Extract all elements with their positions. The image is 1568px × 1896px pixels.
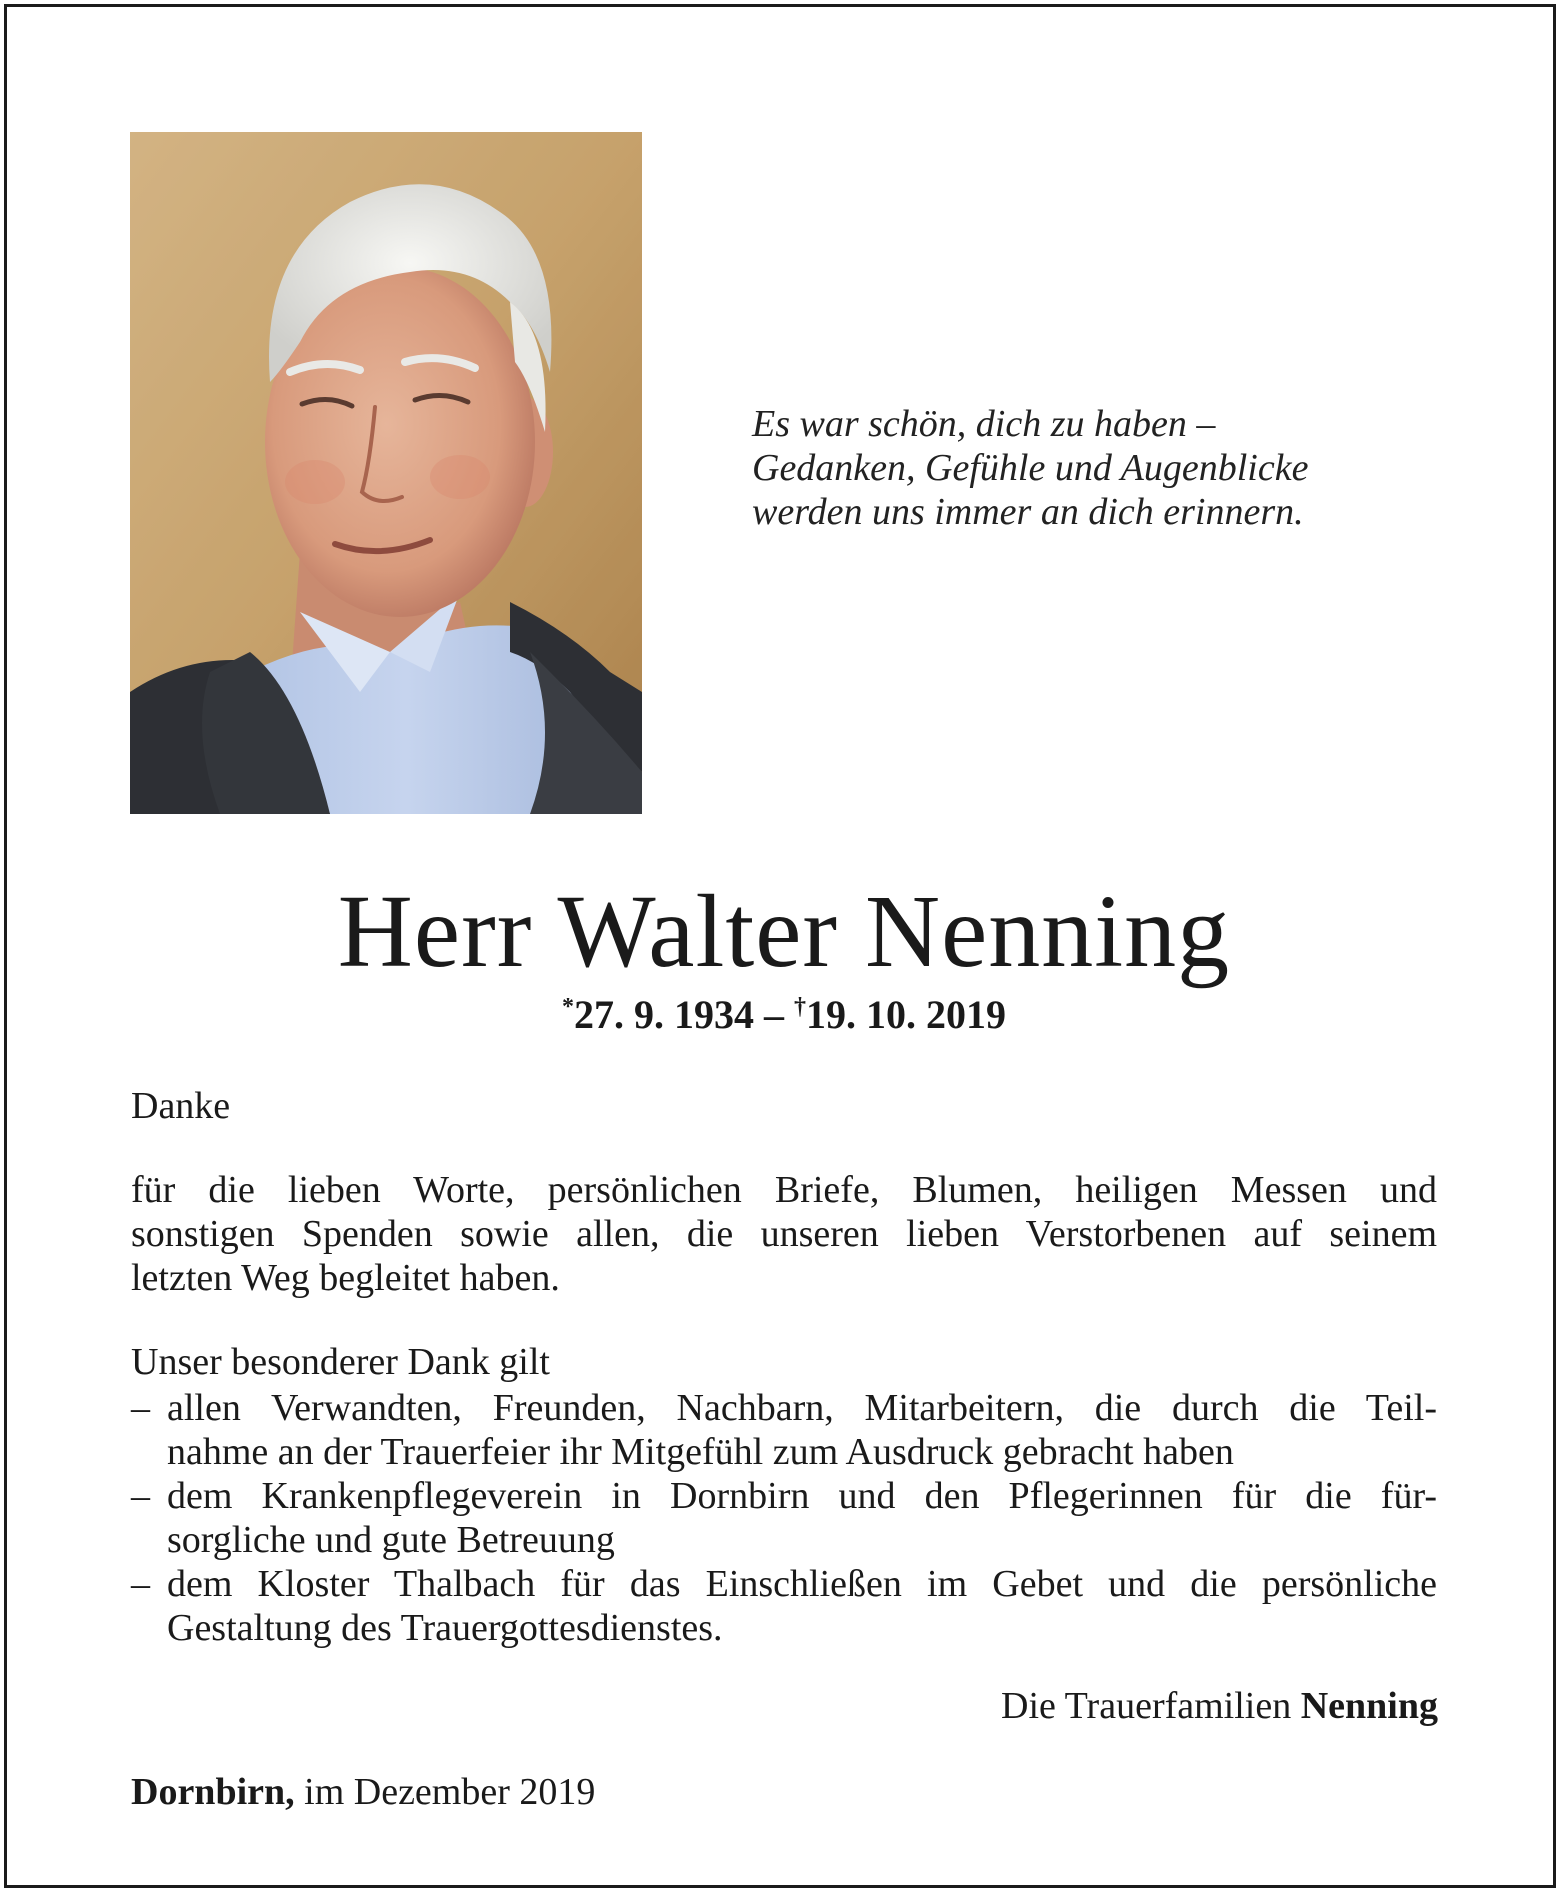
memorial-quote (752, 402, 1452, 534)
list-item-line: sorgliche und gute Betreuung (167, 1519, 615, 1561)
dash-bullet: – (131, 1387, 150, 1429)
family-signature (1001, 1684, 1438, 1728)
death-date: 19. 10. 2019 (806, 992, 1006, 1037)
death-cross-icon: † (794, 994, 806, 1020)
portrait-photo (130, 132, 642, 814)
place-city: Dornbirn, (131, 1771, 295, 1813)
list-item-line: nahme an der Trauerfeier ihr Mitgefühl zum Ausdruck gebracht haben (167, 1431, 1234, 1473)
thanks-paragraph (131, 1168, 1437, 1300)
paragraph-line: letzten Weg begleitet haben. (131, 1257, 560, 1299)
thanks-intro: Unser besonderer Dank gilt (131, 1341, 550, 1383)
list-item (131, 1562, 1437, 1650)
family-name: Nenning (1300, 1685, 1438, 1727)
signature-prefix: Die Trauerfamilien (1001, 1685, 1292, 1727)
list-item-line: dem Krankenpflegeverein in Dornbirn und den Pflegerinnen für die für- (167, 1475, 1437, 1517)
date-separator: – (754, 992, 794, 1037)
dash-bullet: – (131, 1563, 150, 1605)
list-item-line: Gestaltung des Trauergottesdienstes. (167, 1607, 723, 1649)
list-item (131, 1386, 1437, 1474)
place-date: im Dezember 2019 (304, 1771, 596, 1813)
quote-line: Es war schön, dich zu haben – (752, 403, 1216, 445)
quote-line: Gedanken, Gefühle und Augenblicke (752, 447, 1309, 489)
dash-bullet: – (131, 1475, 150, 1517)
thanks-list (131, 1386, 1437, 1650)
life-dates (0, 990, 1568, 1040)
quote-line: werden uns immer an dich erinnern. (752, 491, 1304, 533)
list-item (131, 1474, 1437, 1562)
place-and-date (131, 1770, 595, 1814)
birth-date: 27. 9. 1934 (574, 992, 754, 1037)
birth-star-icon: * (562, 994, 574, 1020)
paragraph-line: sonstigen Spenden sowie allen, die unseren lieben Verstorbenen auf seinem (131, 1213, 1437, 1255)
thanks-heading: Danke (131, 1085, 231, 1127)
deceased-name: Herr Walter Nenning (337, 874, 1231, 989)
list-item-line: dem Kloster Thalbach für das Einschließen im Gebet und die persönliche (167, 1563, 1437, 1605)
list-item-line: allen Verwandten, Freunden, Nachbarn, Mitarbeitern, die durch die Teil- (167, 1387, 1437, 1429)
paragraph-line: für die lieben Worte, persönlichen Briefe, Blumen, heiligen Messen und (131, 1169, 1437, 1211)
portrait-illustration (130, 132, 642, 814)
